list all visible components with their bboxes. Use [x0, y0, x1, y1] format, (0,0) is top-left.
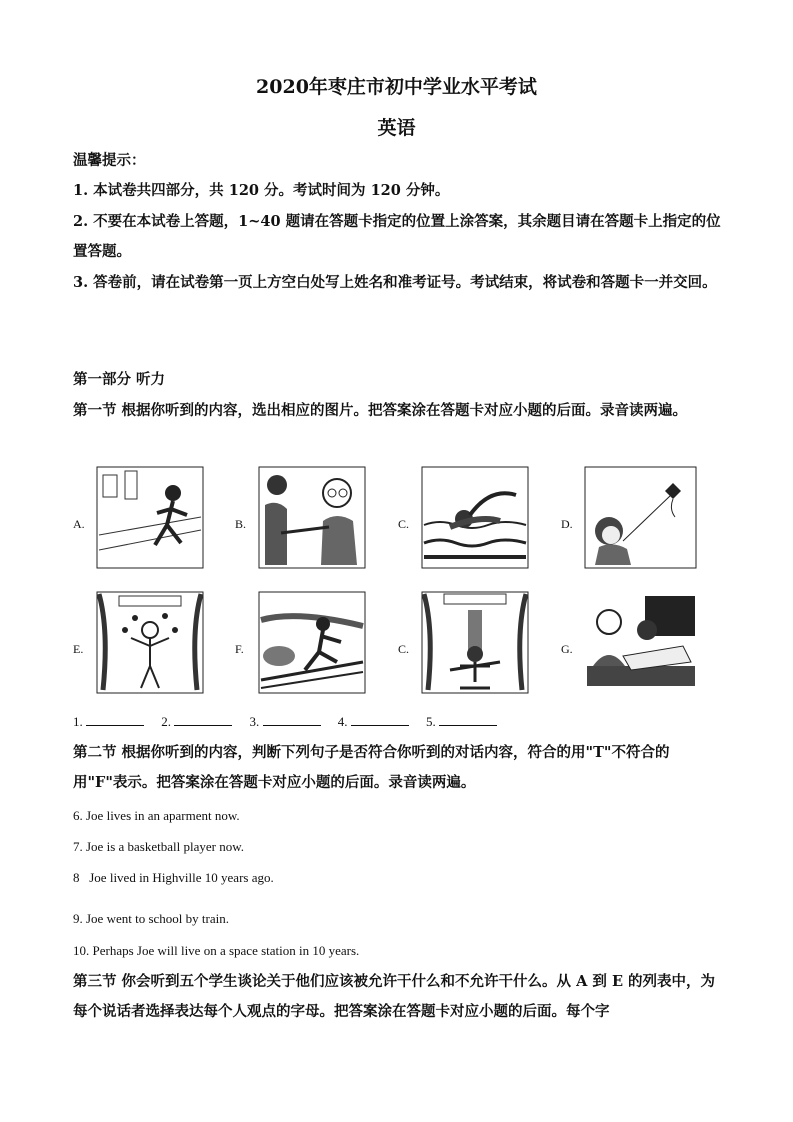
answer-blank-4[interactable]: 4. — [338, 714, 409, 730]
flying-kite-picture-icon — [583, 465, 698, 570]
tip-item-3: 3. 答卷前，请在试卷第一页上方空白处写上姓名和准考证号。考试结束，将试卷和答题卡一并交回。 — [73, 274, 717, 291]
answer-blank-5[interactable]: 5. — [426, 714, 497, 730]
answer-blank-1[interactable]: 1. — [73, 714, 144, 730]
picture-label: D. — [561, 517, 573, 531]
picture-label: A. — [73, 517, 85, 531]
tips-heading: 温馨提示： — [73, 152, 146, 169]
part1-heading: 第一部分 听力 — [73, 371, 166, 388]
picture-row-1 — [73, 465, 723, 585]
picture-label: C. — [398, 517, 410, 531]
answer-blank-2[interactable]: 2. — [161, 714, 232, 730]
statement-9: 9. Joe went to school by train. — [73, 911, 229, 926]
riding-bike-picture-icon — [257, 590, 367, 695]
picture-label: E. — [73, 642, 84, 656]
teacher-pointing-picture-icon — [257, 465, 367, 570]
classroom-picture-icon — [583, 590, 698, 695]
picture-a — [73, 465, 223, 585]
section2-instructions: 第二节 根据你听到的内容，判断下列句子是否符合你听到的对话内容，符合的用"T"不符合的用"F"表示。把答案涂在答题卡对应小题的后面。录音读两遍。 — [73, 744, 670, 791]
picture-label: F. — [235, 642, 244, 656]
juggling-show-picture-icon — [95, 590, 205, 695]
running-boy-picture-icon — [95, 465, 205, 570]
tip-item-1: 1. 本试卷共四部分，共 120 分。考试时间为 120 分钟。 — [73, 182, 450, 199]
statement-6: 6. Joe lives in an aparment now. — [73, 808, 240, 823]
tip-item-2: 2. 不要在本试卷上答题，1~40 题请在答题卡指定的位置上涂答案，其余题目请在答题卡上指定的位置答题。 — [73, 213, 721, 260]
picture-c2 — [398, 590, 548, 710]
picture-d — [561, 465, 711, 585]
answer-blank-3[interactable]: 3. — [250, 714, 321, 730]
statement-10: 10. Perhaps Joe will live on a space station in 10 years. — [73, 943, 360, 958]
statement-7: 7. Joe is a basketball player now. — [73, 839, 244, 854]
picture-f — [235, 590, 385, 710]
picture-g — [561, 590, 711, 710]
picture-c — [398, 465, 548, 585]
subject-title: 英语 — [377, 117, 416, 139]
answer-blanks — [73, 714, 511, 730]
section3-instructions: 第三节 你会听到五个学生谈论关于他们应该被允许干什么和不允许干什么。从 A 到 E 的列表中，为每个说话者选择表达每个人观点的字母。把答案涂在答题卡对应小题的后面。每个字 — [73, 973, 716, 1020]
picture-row-2 — [73, 590, 723, 710]
section1-instructions: 第一节 根据你听到的内容，选出相应的图片。把答案涂在答题卡对应小题的后面。录音读两遍。 — [73, 402, 688, 419]
swimming-picture-icon — [420, 465, 530, 570]
statement-8: 8 Joe lived in Highville 10 years ago. — [73, 870, 274, 885]
picture-b — [235, 465, 385, 585]
talent-show-picture-icon — [420, 590, 530, 695]
picture-e — [73, 590, 223, 710]
picture-label: B. — [235, 517, 247, 531]
picture-label: G. — [561, 642, 573, 656]
exam-title: 2020年枣庄市初中学业水平考试 — [256, 76, 537, 98]
picture-label: C. — [398, 642, 410, 656]
